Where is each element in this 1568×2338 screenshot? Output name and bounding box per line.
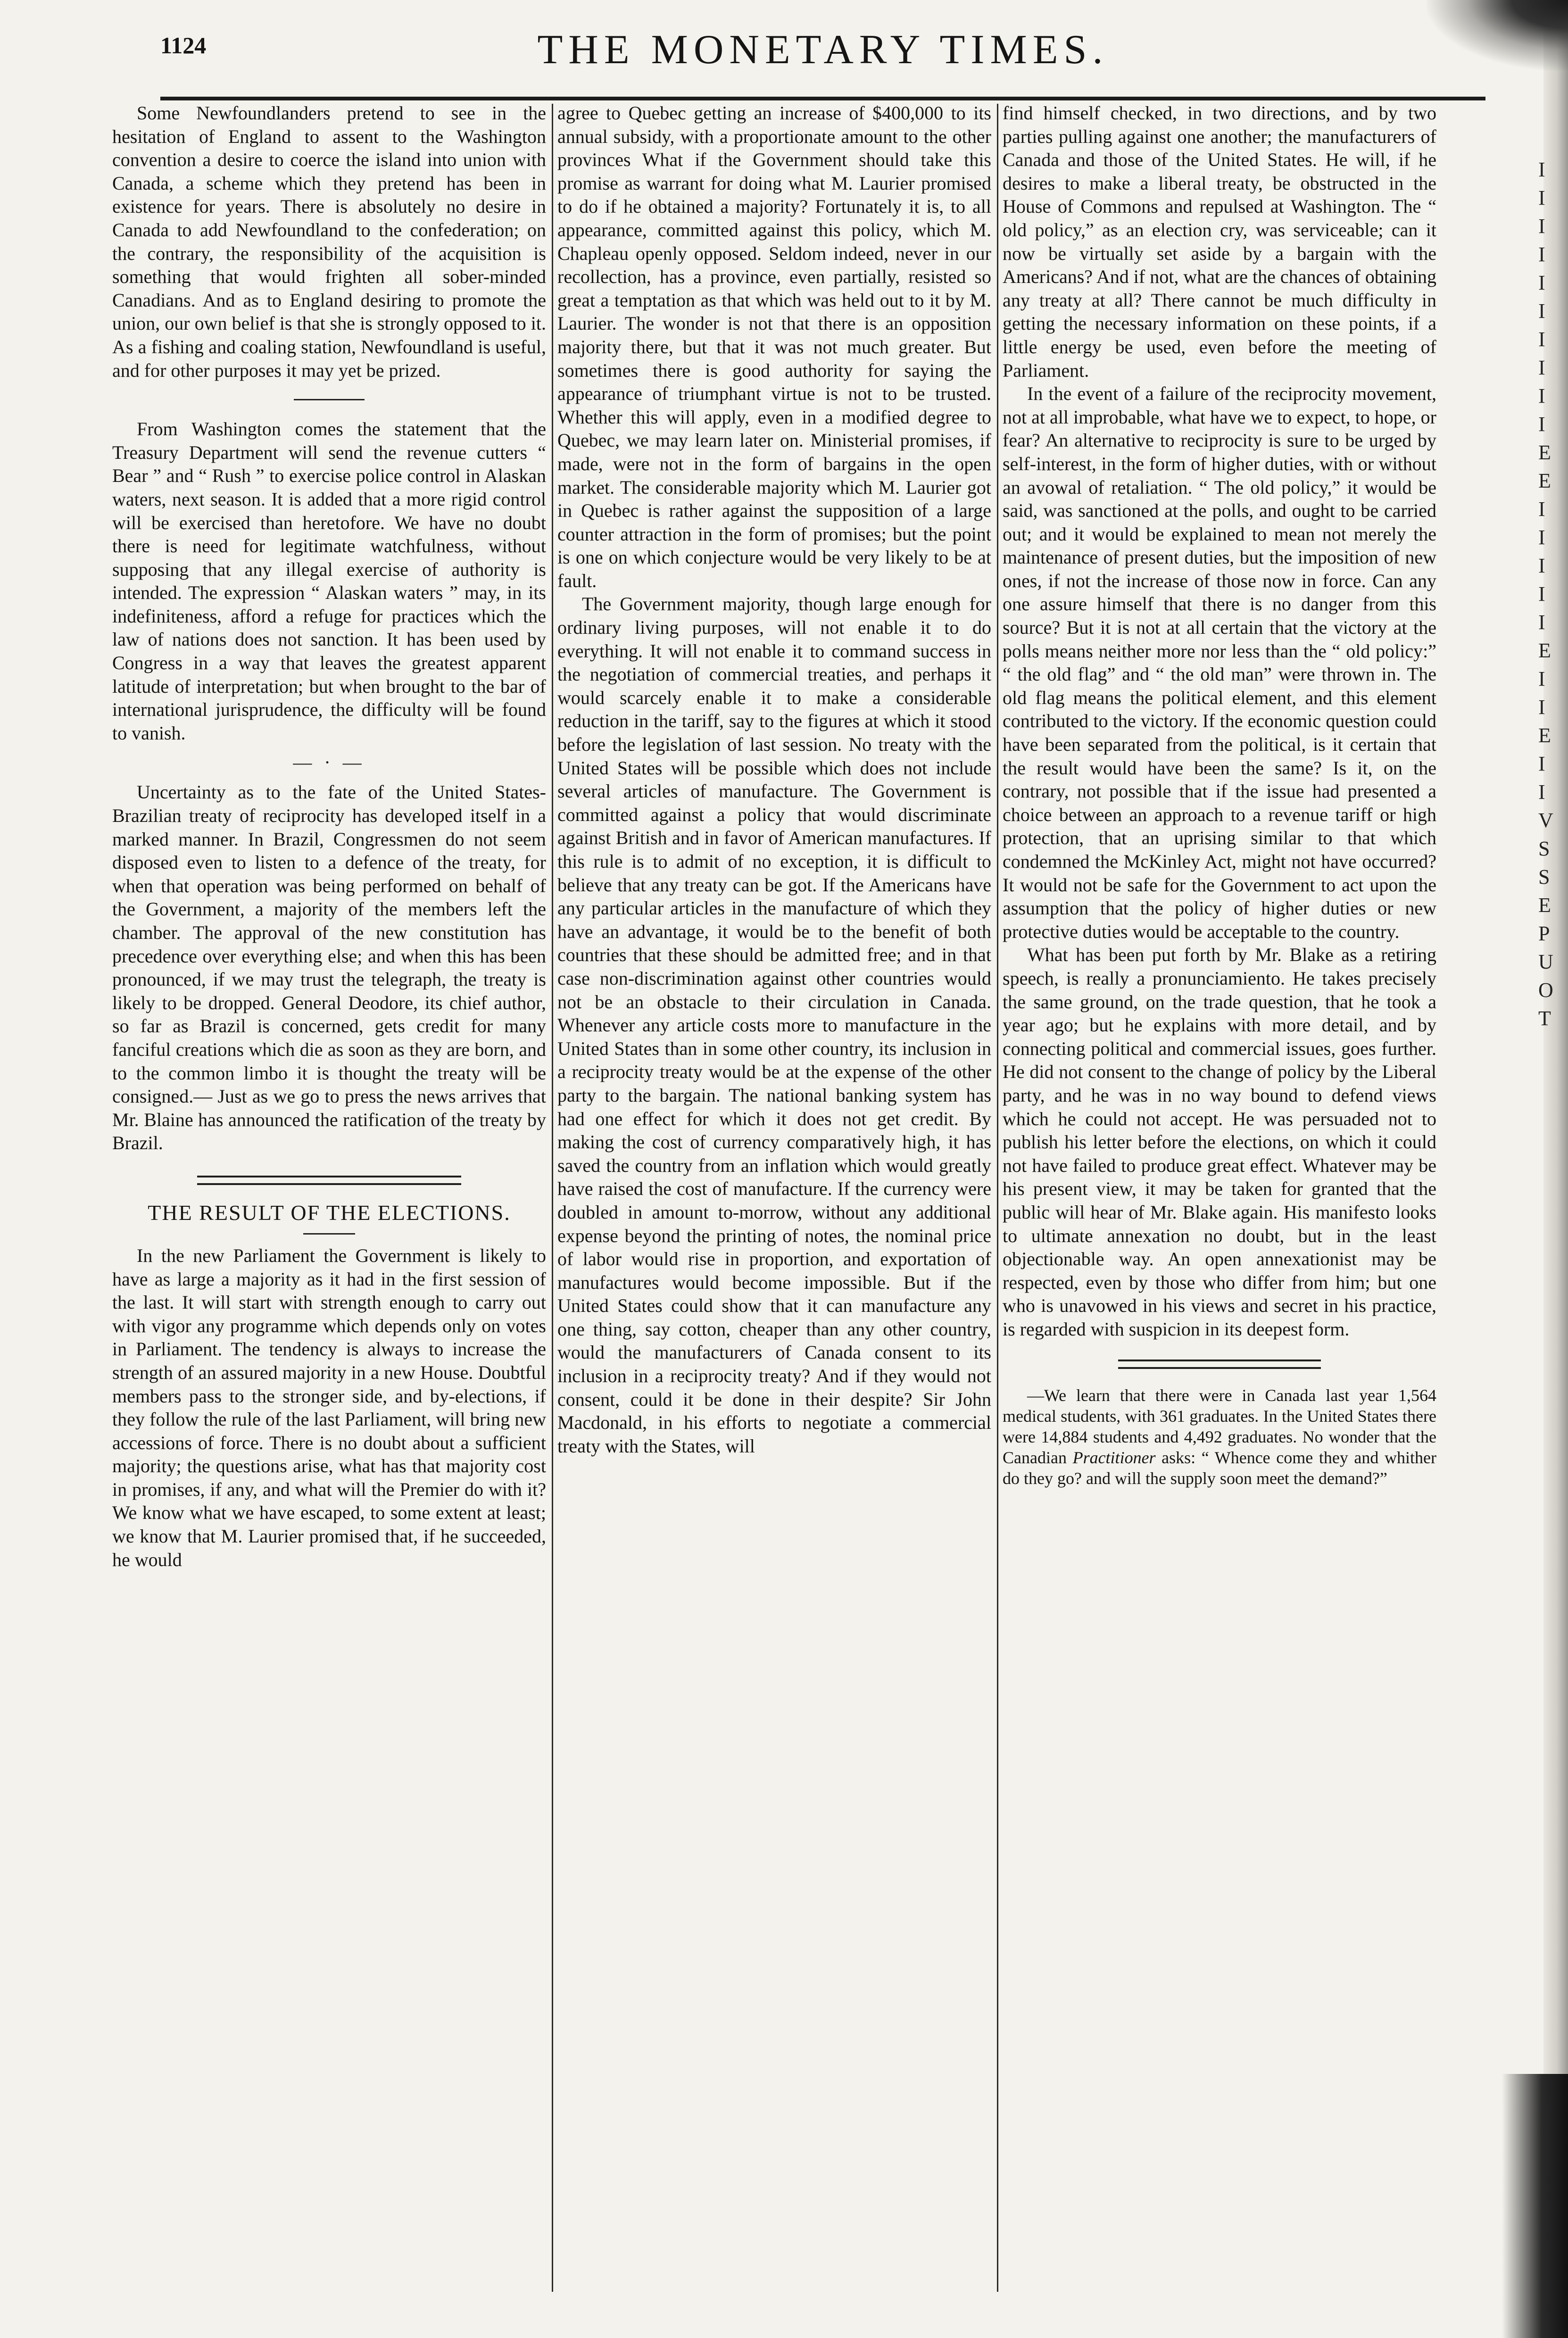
separator-dots: — · —: [293, 752, 365, 773]
column-2: [557, 101, 991, 2289]
heading-rule: [303, 1233, 355, 1235]
margin-fragment: I: [1538, 526, 1545, 549]
header-rule: [160, 97, 1485, 100]
margin-fragment: I: [1538, 271, 1545, 294]
article-elections-part3: find himself checked, in two directions, and by two parties pulling against one another; the manufacturers of Canada and those of the United States. He will, if he desires to make a liberal treaty, be obstructed in the House of Commons and repulsed at Washington. The “ old policy,” as an election cry, was serviceable; can it now be virtually set aside by a bargain with the Americans? And if not, what are the chances of obtaining any treaty at all? There cannot be much difficulty in getting the necessary information on these points, if a little energy be used, even before the meeting of Parliament.: [1003, 102, 1436, 381]
margin-fragment: I: [1538, 696, 1545, 719]
margin-fragment: E: [1538, 469, 1551, 492]
margin-fragment: I: [1538, 667, 1545, 690]
margin-fragment: I: [1538, 328, 1545, 351]
margin-fragment: I: [1538, 582, 1545, 605]
article-elections-majority: The Government majority, though large enough for ordinary living purposes, will not enable it to do everything. It will not enable it to command success in the negotiation of commercial treaties, and perhaps it would scarcely enable it to make a considerable reduction in the tariff, say to the figures at which it stood before the legislation of last session. No treaty with the United States will be possible which does not include several articles of manufacture. The Government is committed against a policy that would discriminate against British and in favor of American manufactures. If this rule is to admit of no exception, it is difficult to believe that any treaty can be got. If the Americans have any particular articles in the manufacture of which they have an advantage, it would be to the benefit of both countries that these should be admitted free; and in that case non-discrimination against other countries would not be an obstacle to their circulation in Canada. Whenever any article costs more to manufacture in the United States than in some other country, its inclusion in a reciprocity treaty would be at the expense of the other party to the bargain. The national banking system has had one effect for which it does not get credit. By making the cost of currency comparatively high, it has saved the country from an inflation which would greatly have raised the cost of manufacture. If the currency were doubled in amount to-morrow, without any additional expense beyond the printing of notes, the nominal price of labor would rise in proportion, and exportation of manufactures would become impossible. But if the United States could show that it can manufacture any one thing, say cotton, cheaper than any other country, would the manufacturers of Canada consent to its inclusion in a reciprocity treaty? And if they would not consent, could it be done in their despite? Sir John Macdonald, in his efforts to negotiate a commercial treaty with the States, will: [557, 593, 991, 1457]
margin-fragment: E: [1538, 639, 1551, 662]
margin-fragment: V: [1538, 809, 1553, 832]
margin-fragment: P: [1538, 922, 1550, 945]
margin-fragment: I: [1538, 780, 1545, 804]
margin-fragment: S: [1538, 837, 1550, 860]
article-brazil-treaty: Uncertainty as to the fate of the United States-Brazilian treaty of reciprocity has developed itself in a marked manner. In Brazil, Congressmen do not seem disposed even to listen to a defence of the treaty, for when that operation was being performed on behalf of the Government, a majority of the members left the chamber. The approval of the new constitution has precedence over everything else; and when this has been pronounced, if we may trust the telegraph, the treaty is likely to be dropped. General Deodore, its chief author, so far as Brazil is concerned, gets credit for many fanciful creations which die as soon as they are born, and to the common limbo it is thought the treaty will be consigned.— Just as we go to press the news arrives that Mr. Blaine has announced the ratification of the treaty by Brazil.: [112, 781, 546, 1154]
medical-text-end: asks: “ Whence come they and whither do they go? and will the supply soon meet the demand?”: [1003, 1448, 1436, 1488]
column-rule-1: [552, 104, 553, 2292]
page-header: [160, 26, 1485, 78]
margin-fragment: O: [1538, 978, 1553, 1002]
margin-fragment: S: [1538, 865, 1550, 888]
margin-fragment: T: [1538, 1007, 1551, 1030]
margin-fragment: I: [1538, 356, 1545, 379]
news-medical-students: [1003, 1385, 1436, 1489]
separator-rule: [294, 399, 365, 400]
masthead-title: THE MONETARY TIMES.: [537, 27, 1109, 73]
margin-fragment: I: [1538, 752, 1545, 775]
news-double-rule: [1118, 1360, 1321, 1369]
margin-fragment: I: [1538, 158, 1545, 181]
article-newfoundland: Some Newfoundlanders pretend to see in the hesitation of England to assent to the Washington convention a desire to coerce the island into union with Canada, a scheme which they pretend has been in existence for years. There is absolutely no desire in Canada to add Newfoundland to the confederation; on the contrary, the responsibility of the acquisition is something that would frighten all sober-minded Canadians. And as to England desiring to promote the union, our own belief is that she is strongly opposed to it. As a fishing and coaling station, Newfoundland is useful, and for other purposes it may yet be prized.: [112, 102, 546, 381]
margin-fragment: I: [1538, 413, 1545, 436]
margin-fragment: I: [1538, 243, 1545, 266]
section-heading-elections: THE RESULT OF THE ELECTIONS.: [148, 1200, 511, 1225]
margin-fragment: I: [1538, 299, 1545, 323]
margin-fragment: I: [1538, 554, 1545, 577]
margin-fragment: I: [1538, 497, 1545, 521]
article-elections-part1: In the new Parliament the Government is likely to have as large a majority as it had in the first session of the last. It will start with strength enough to carry out with vigor any programme which depends only on votes in Parliament. The tendency is always to increase the strength of an assured majority in a new House. Doubtful members pass to the stronger side, and by-elections, if they follow the rule of the last Parliament, will bring new accessions of force. There is no doubt about a sufficient majority; the questions arise, what has that majority cost in promises, if any, and what will the Premier do with it? We know what we have escaped, to some extent at least; we know that M. Laurier promised that, if he succeeded, he would: [112, 1244, 546, 1570]
margin-fragment: I: [1538, 611, 1545, 634]
scan-stain-bottom: [1502, 2074, 1568, 2338]
margin-fragment: U: [1538, 950, 1553, 973]
practitioner-title: Practitioner: [1072, 1448, 1156, 1467]
adjacent-page-margin: [1538, 156, 1557, 1033]
column-rule-2: [997, 104, 998, 2292]
article-alaskan-waters: From Washington comes the statement that the Treasury Department will send the revenue cutters “ Bear ” and “ Rush ” to exercise police control in Alaskan waters, next season. It is added that a more rigid control will be exercised than heretofore. We have no doubt there is need for legitimate watchfulness, without supposing that any illegal exercise of authority is intended. The expression “ Alaskan waters ” may, in its indefiniteness, afford a refuge for practices which the law of nations does not sanction. It has been used by Congress in a way that leaves the greatest apparent latitude of interpretation; but when brought to the bar of international jurisprudence, the difficulty will be found to vanish.: [112, 418, 546, 744]
margin-fragment: E: [1538, 894, 1551, 917]
medical-text-start: —We learn that there were in Canada last year 1,564 medical students, with 361 graduates. In the United States there were 14,884 students and 4,492 graduates. No wonder that the Canadian: [1003, 1386, 1436, 1467]
margin-fragment: I: [1538, 186, 1545, 209]
section-double-rule: [197, 1176, 461, 1185]
article-elections-part2: agree to Quebec getting an increase of $400,000 to its annual subsidy, with a proportionate amount to the other provinces What if the Government should take this promise as warrant for doing what M. Laurier promised to do if he obtained a majority? Fortunately it is, to all appearance, committed against this policy, which M. Chapleau openly opposed. Seldom indeed, never in our recollection, has a province, even partially, resisted so great a temptation as that which was held out to it by M. Laurier. The wonder is not that there is an opposition majority there, but that it was not much greater. But sometimes there is good authority for saying the appearance of triumphant virtue is not to be trusted. Whether this will apply, even in a modified degree to Quebec, we may learn later on. Ministerial promises, if made, were not in the form of bargains in the open market. The considerable majority which M. Laurier got in Quebec is rather against the supposition of a large counter attraction in the form of promises; but the point is one on which conjecture would be very likely to be at fault.: [557, 102, 991, 591]
margin-fragment: I: [1538, 384, 1545, 407]
page-number: 1124: [160, 32, 207, 58]
article-mr-blake: What has been put forth by Mr. Blake as a retiring speech, is really a pronunciamiento. He takes precisely the same ground, on the trade question, that he took a year ago; but he explains with more detail, and by connecting political and commercial issues, goes further. He did not consent to the change of policy by the Liberal party, and he was in no way bound to defend views which he could not accept. He was persuaded not to publish his letter before the elections, on which it could not have failed to produce great effect. Whatever may be his present view, it may be taken for granted that the public will hear of Mr. Blake again. His manifesto looks to ultimate annexation no doubt, but in the least objectionable way. An open annexationist may be respected, even by those who differ from him; but one who is unavowed in his views and secret in his practice, is regarded with suspicion in its deepest form.: [1003, 944, 1436, 1340]
column-3: [1003, 101, 1436, 2289]
margin-fragment: E: [1538, 724, 1551, 747]
margin-fragment: I: [1538, 215, 1545, 238]
article-reciprocity-failure: In the event of a failure of the reciprocity movement, not at all improbable, what have we to expect, to hope, or fear? An alternative to reciprocity is sure to be urged by self-interest, in the form of higher duties, with or without an avowal of retaliation. “ The old policy,” it would be said, was sanctioned at the polls, and ought to be carried out; and it would be explained to mean not merely the maintenance of present duties, but the imposition of new ones, if not the increase of those now in force. Can any one assure himself that there is no danger from this source? But it is not at all certain that the victory at the polls means neither more nor less than the “ old policy:” “ the old flag” and “ the old man” were thrown in. The old flag means the political element, and this element contributed to the victory. If the economic question could have been separated from the political, is it certain that the result would have been the same? Is it, on the contrary, not possible that if the issue had presented a choice between an approach to a revenue tariff or high protection, that an uprising similar to that which condemned the McKinley Act, might not have occurred? It would not be safe for the Government to act upon the assumption that the policy of higher duties or new protective duties would be acceptable to the country.: [1003, 383, 1436, 942]
column-1: [112, 101, 546, 2289]
margin-fragment: E: [1538, 441, 1551, 464]
